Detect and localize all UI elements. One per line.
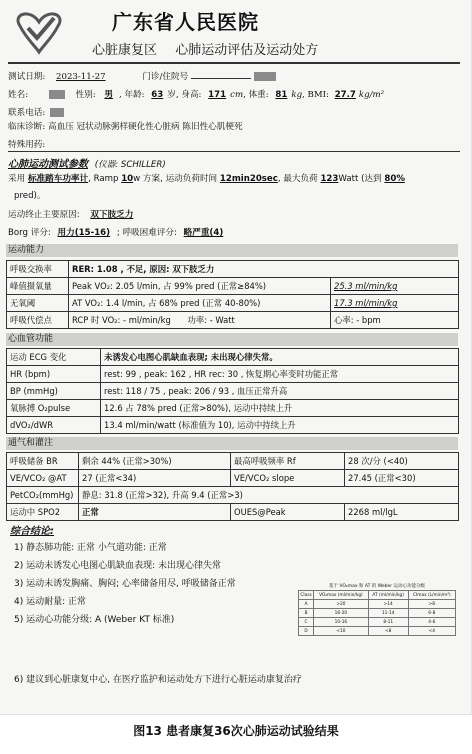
protocol-line: [8, 172, 405, 184]
table-header: VO₂max (ml/min/kg): [314, 591, 369, 600]
rf-value: 28 次/分 (<40): [345, 453, 459, 470]
borg-score: 用力(15-16): [57, 228, 111, 238]
peak-vo2-per-kg: 25.3 ml/min/kg: [331, 278, 459, 295]
table-row: [299, 627, 456, 636]
load-time: 12min20sec: [219, 174, 278, 184]
petco2-value: 静息: 31.8 (正常>32), 升高 9.4 (正常>3): [79, 487, 459, 504]
max-load-pct: 80%: [384, 174, 405, 184]
row-label: 呼吸储备 BR: [7, 453, 79, 470]
section-cardio: 心血管功能: [6, 333, 458, 346]
info-rule: [8, 151, 460, 152]
report-subtitle: [92, 39, 318, 58]
o2pulse-value: 12.6 占 78% pred (正常>80%), 运动中持续上升: [101, 400, 459, 417]
name-label: 姓名:: [8, 90, 29, 100]
age-value: 63: [151, 90, 164, 100]
table-cell: A: [299, 600, 314, 609]
br-value: 剩余 44% (正常>30%): [79, 453, 231, 470]
hospital-logo-icon: [10, 8, 68, 58]
bmi-value: 27.7: [334, 90, 356, 100]
section-ventilation: 通气和灌注: [6, 437, 458, 450]
protocol-text-b: , Ramp: [88, 174, 119, 184]
bmi-label: BMI:: [307, 90, 329, 100]
ve-vco2-slope-value: 27.45 (正常<30): [345, 470, 459, 487]
table-row: [299, 618, 456, 627]
conclusion-item: 6) 建议到心脏康复中心, 在医疗监护和运动处方下进行心脏运动康复治疗: [14, 675, 302, 685]
row-label: 峰值摄氧量: [7, 278, 69, 295]
rcp-power: 功率: - Watt: [187, 315, 235, 325]
age-unit: 岁: [167, 90, 176, 100]
row-label: OUES@Peak: [231, 504, 345, 521]
table-row: [7, 312, 459, 329]
at-vo2-per-kg: 17.3 ml/min/kg: [331, 295, 459, 312]
rcp-vo2: RCP 时 VO₂: - ml/min/kg: [72, 315, 171, 325]
table-cell: 11-14: [368, 609, 408, 618]
row-label: PetCO₂(mmHg): [7, 487, 79, 504]
borg-row: [8, 226, 227, 238]
conclusion-item: 4) 运动耐量: 正常: [14, 597, 86, 607]
height-unit: cm: [230, 90, 244, 100]
conclusion-item: 3) 运动未诱发胸痛、胸闷; 心率储备用尽, 呼吸储备正常: [14, 579, 236, 589]
conclusion-item: 2) 运动未诱发心电图心肌缺血表现: 未出现心律失常: [14, 561, 221, 571]
department: 心脏康复区: [92, 43, 158, 58]
height-value: 171: [208, 90, 227, 100]
row-label: 运动中 SPO2: [7, 504, 79, 521]
table-cell: <8: [368, 627, 408, 636]
row-label: 呼吸代偿点: [7, 312, 69, 329]
sex-value: 男: [104, 90, 113, 100]
redacted-phone: [50, 108, 64, 117]
test-params-heading-row: [8, 155, 166, 170]
table-cell: 4-6: [408, 618, 455, 627]
borg-label: Borg 评分:: [8, 228, 51, 238]
table-cell: >14: [368, 600, 408, 609]
protocol-text-e: Watt (达到: [338, 174, 382, 184]
stop-reason: 双下肢乏力: [90, 210, 134, 220]
table-row: [7, 470, 459, 487]
height-label: 身高:: [181, 90, 202, 100]
table-cell: 6-8: [408, 609, 455, 618]
table-row: [299, 609, 456, 618]
stop-reason-row: [8, 208, 141, 220]
protocol-text-d: , 最大负荷: [277, 174, 318, 184]
weight-unit: kg: [291, 90, 303, 100]
row-label: 呼吸交换率: [7, 261, 69, 278]
cardio-table: [6, 348, 459, 434]
table-row: [7, 504, 459, 521]
table-cell: B: [299, 609, 314, 618]
sex-label: 性别:: [75, 90, 96, 100]
conclusion-heading: 综合结论:: [10, 526, 54, 537]
table-row: [7, 487, 459, 504]
diagnosis-row: [8, 120, 243, 132]
clinic-number-label: 门诊/住院号: [142, 72, 189, 82]
medication-label: 特殊用药:: [8, 140, 46, 150]
rcp-cell: [69, 312, 331, 329]
hospital-name: 广东省人民医院: [112, 10, 259, 34]
table-row: [7, 417, 459, 434]
diagnosis-value: 高血压 冠状动脉粥样硬化性心脏病 陈旧性心肌梗死: [48, 122, 243, 132]
weber-table: [298, 590, 456, 636]
bp-value: rest: 118 / 75 , peak: 206 / 93 , 血压正常升高: [101, 383, 459, 400]
protocol-text-a: 采用: [8, 174, 26, 184]
table-header: Class: [300, 592, 312, 598]
conclusion-item: 5) 运动心功能分级: A (Weber KT 标准): [14, 615, 175, 625]
row-label: 氧脉搏 O₂pulse: [7, 400, 101, 417]
table-row: [299, 600, 456, 609]
ergometer-type: 标准踏车功率计: [27, 174, 89, 184]
table-cell: D: [299, 627, 314, 636]
table-cell: <10: [314, 627, 369, 636]
row-label: HR (bpm): [7, 366, 101, 383]
ve-vco2-at-value: 27 (正常<34): [79, 470, 231, 487]
max-load: 123: [320, 174, 339, 184]
table-row: [7, 400, 459, 417]
capacity-table: [6, 260, 459, 329]
device-name: (仪器: SCHILLER): [94, 160, 166, 170]
oues-value: 2268 ml/lgL: [345, 504, 459, 521]
patient-demographics-row: 姓名: 性别: 男 , 年龄: 63 岁, 身高: 171 cm, 体重: 81 kg, BMI: 27.7 kg/m²: [8, 90, 385, 100]
hr-value: rest: 99 , peak: 162 , HR rec: 30 , 恢复期心率变时功能正常: [101, 366, 459, 383]
figure-caption: 图13 患者康复36次心肺运动试验结果: [133, 724, 339, 738]
table-row: [7, 278, 459, 295]
medication-row: [8, 138, 45, 150]
weight-value: 81: [275, 90, 288, 100]
protocol-text-c: w 方案, 运动负荷时间: [133, 174, 218, 184]
conclusion-item: 1) 静态肺功能: 正常 小气道功能: 正常: [14, 543, 167, 553]
diagnosis-label: 临床诊断:: [8, 122, 46, 132]
weber-table-title: 基于 VO₂max 和 AT 的 Weber 运动心功能分级: [328, 584, 426, 589]
dvo2-dwr-value: 13.4 ml/min/watt (标准值为 10), 运动中持续上升: [101, 417, 459, 434]
table-row: [7, 383, 459, 400]
table-header: AT (ml/min/kg): [368, 591, 408, 600]
redacted-name: [49, 90, 65, 99]
test-date: 2023-11-27: [56, 72, 106, 82]
table-row: [7, 349, 459, 366]
test-params-heading: 心肺运动测试参数: [8, 159, 88, 170]
row-label: VE/VCO₂ @AT: [7, 470, 79, 487]
age-label: 年龄:: [124, 90, 145, 100]
table-cell: >8: [408, 600, 455, 609]
ramp-value: 10: [121, 174, 134, 184]
dyspnea-label: ; 呼吸困难评分:: [116, 228, 177, 238]
table-cell: 10-16: [314, 618, 369, 627]
weight-label: 体重:: [248, 90, 269, 100]
phone-label: 联系电话:: [8, 108, 46, 118]
row-label: dVO₂/dWR: [7, 417, 101, 434]
table-row: [7, 295, 459, 312]
dyspnea-score: 略严重(4): [183, 228, 224, 238]
row-label: 运动 ECG 变化: [7, 349, 101, 366]
table-row: [7, 261, 459, 278]
table-cell: C: [299, 618, 314, 627]
table-row: [7, 366, 459, 383]
table-cell: 16-20: [314, 609, 369, 618]
test-date-row: [8, 70, 276, 82]
row-label: 无氧阈: [7, 295, 69, 312]
stop-reason-label: 运动终止主要原因:: [8, 210, 80, 220]
table-cell: >20: [314, 600, 369, 609]
row-label: BP (mmHg): [7, 383, 101, 400]
table-cell: 8-11: [368, 618, 408, 627]
peak-vo2-value: Peak VO₂: 2.05 l/min, 占 99% pred (正常≥84%): [69, 278, 331, 295]
row-label: 最高呼吸频率 Rf: [231, 453, 345, 470]
report-title: 心肺运动评估及运动处方: [175, 43, 319, 58]
date-label: 测试日期:: [8, 72, 46, 82]
ventilation-table: [6, 452, 459, 521]
spo2-value: 正常: [79, 504, 231, 521]
bmi-unit: kg/m²: [358, 90, 385, 100]
section-capacity: 运动能力: [6, 244, 458, 257]
table-header: CImax (L/min/m²): [408, 591, 455, 600]
rer-value: RER: 1.08 , 不足, 原因: 双下肢乏力: [69, 261, 459, 278]
at-vo2-value: AT VO₂: 1.4 l/min, 占 68% pred (正常 40-80%): [69, 295, 331, 312]
phone-row: [8, 106, 64, 118]
redacted-id: [254, 72, 276, 81]
rcp-heart-rate: 心率: - bpm: [331, 312, 459, 329]
table-row: [299, 591, 456, 600]
ecg-value: 未诱发心电图心肌缺血表现; 未出现心律失常。: [101, 349, 459, 366]
protocol-line-2: pred)。: [14, 191, 46, 201]
table-cell: <4: [408, 627, 455, 636]
row-label: VE/VCO₂ slope: [231, 470, 345, 487]
table-row: [7, 453, 459, 470]
header-rule: [8, 62, 460, 64]
